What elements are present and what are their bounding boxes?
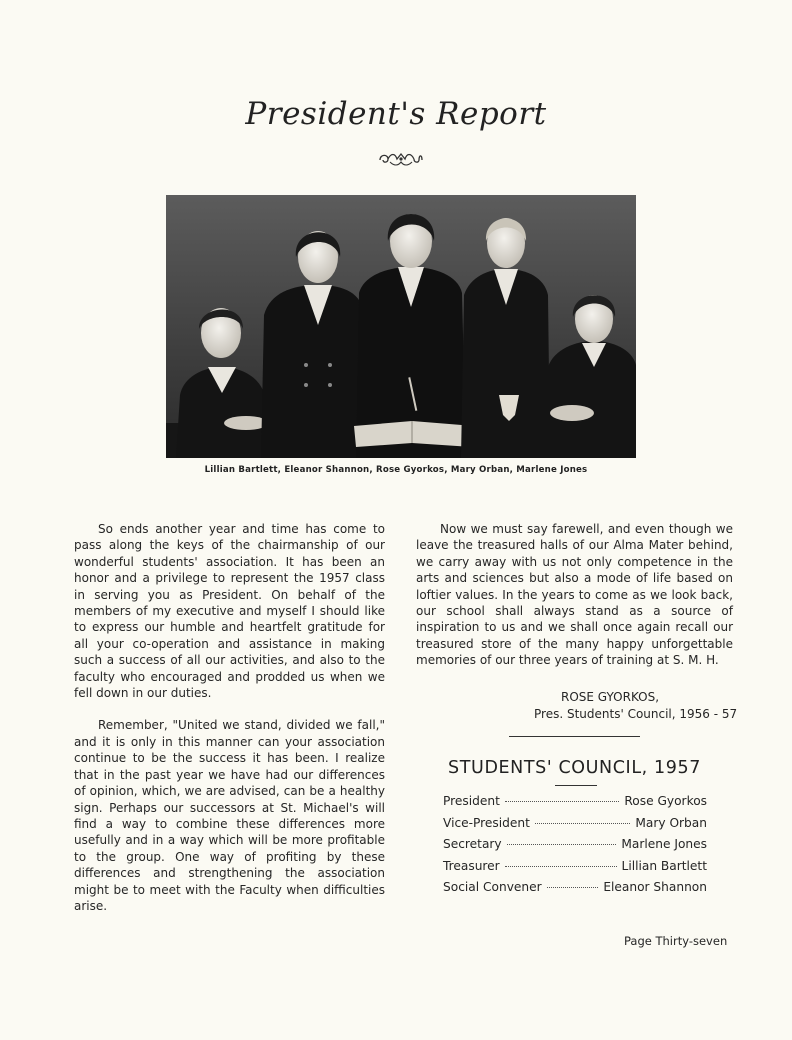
council-role: Vice-President (443, 815, 530, 830)
council-role: Secretary (443, 837, 502, 852)
dot-leader (505, 801, 619, 802)
council-row (443, 859, 707, 881)
paragraph: Now we must say farewell, and even though we leave the treasured halls of our Alma Mater behind, we carry away with us not only competence in the arts and sciences but also a mode of life based on loftier values. In the years to come as we look back, our school shall always stand as a source of inspiration to us and we shall once again recall our treasured store of the many happy unforgettable memories of our three years of training at S. M. H. (416, 522, 733, 668)
council-list (443, 794, 707, 902)
left-column (74, 521, 385, 930)
flourish-ornament-icon (376, 148, 426, 170)
council-member-name: Mary Orban (635, 815, 707, 830)
council-heading: STUDENTS' COUNCIL, 1957 (448, 758, 701, 778)
paragraph: So ends another year and time has come to pass along the keys of the chairmanship of our wonderful students' association. It has been an honor and a privilege to represent the 1957 class in serving you as President. On behalf of the members of my executive and myself I should like to express our humble and heartfelt gratitude for all your co-operation and assistance in making such a success of all our activities, and also to the faculty who encouraged and prodded us when we fell down in our duties. (74, 522, 385, 701)
council-row (443, 794, 707, 816)
council-member-name: Eleanor Shannon (603, 880, 707, 895)
page-number: Page Thirty-seven (624, 934, 728, 948)
photo-caption: Lillian Bartlett, Eleanor Shannon, Rose Gyorkos, Mary Orban, Marlene Jones (204, 465, 588, 475)
council-row (443, 816, 707, 838)
right-column (416, 521, 733, 685)
page-title: President's Report (245, 96, 547, 132)
divider (555, 785, 597, 786)
signature-title: Pres. Students' Council, 1956 - 57 (534, 707, 738, 721)
dot-leader (547, 887, 599, 888)
council-row (443, 880, 707, 902)
council-role: Treasurer (443, 858, 500, 873)
divider (509, 736, 640, 737)
dot-leader (535, 823, 630, 824)
council-member-name: Rose Gyorkos (624, 794, 707, 808)
council-role: Social Convener (443, 880, 542, 895)
dot-leader (505, 866, 617, 867)
group-photo (166, 195, 636, 458)
paragraph: Remember, "United we stand, divided we fall," and it is only in this manner can your association continue to be the success it has been. I realize that in the past year we have had our differences of opinion, which, we are advised, can be a healthy sign. Perhaps our successors at St. Michael's will find a way to combine these differences more usefully and in a way which will be more profitable to the group. One way of profiting by these differences and strengthening the association might be to meet with the Faculty when difficulties arise. (74, 718, 385, 913)
council-role: President (443, 794, 500, 808)
council-member-name: Marlene Jones (621, 837, 707, 852)
dot-leader (507, 844, 617, 845)
council-member-name: Lillian Bartlett (621, 858, 707, 873)
signature-name: ROSE GYORKOS, (561, 690, 660, 704)
council-row (443, 837, 707, 859)
